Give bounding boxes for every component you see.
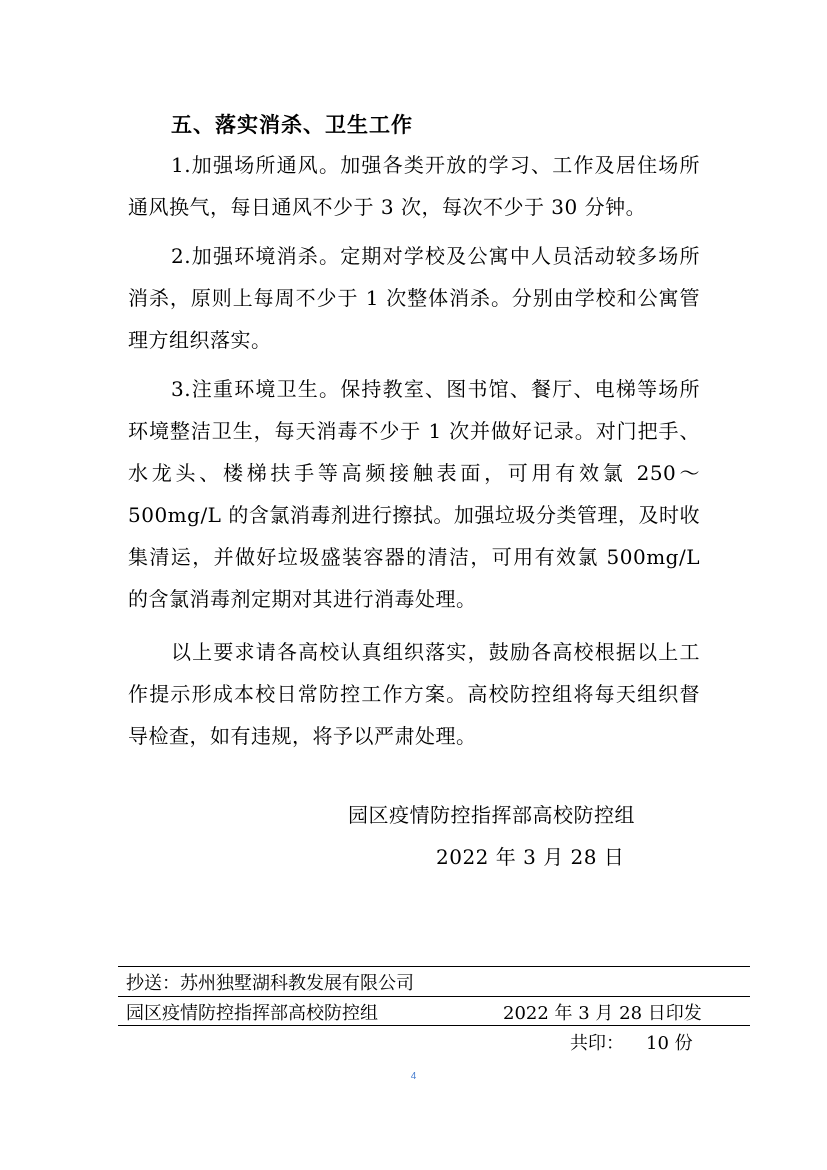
paragraph-disinfection: 2.加强环境消杀。定期对学校及公寓中人员活动较多场所消杀，原则上每周不少于 1 次整体消杀。分别由学校和公寓管理方组织落实。 bbox=[128, 244, 700, 352]
footer-divider-top bbox=[118, 966, 750, 967]
cc-line: 抄送：苏州独墅湖科教发展有限公司 bbox=[126, 973, 414, 994]
paragraph-ventilation: 1.加强场所通风。加强各类开放的学习、工作及居住场所通风换气，每日通风不少于 3 次，每次不少于 30 分钟。 bbox=[128, 153, 700, 219]
footer-divider-bottom bbox=[118, 1025, 750, 1026]
signature-organization: 园区疫情防控指挥部高校防控组 bbox=[348, 803, 635, 827]
copies-label: 共印： bbox=[570, 1033, 624, 1054]
copies-count bbox=[570, 1029, 693, 1055]
paragraph-hygiene: 3.注重环境卫生。保持教室、图书馆、餐厅、电梯等场所环境整洁卫生，每天消毒不少于 1 次并做好记录。对门把手、水龙头、楼梯扶手等高频接触表面，可用有效氯 250～500mg/L 的含氯消毒剂进行擦拭。加强垃圾分类管理，及时收集清运，并做好垃圾盛装容器的清洁，可用有效氯 500mg/L 的含氯消毒剂定期对其进行消毒处理。 bbox=[128, 377, 700, 611]
signature-date: 2022 年 3 月 28 日 bbox=[436, 845, 625, 869]
section-heading: 五、落实消杀、卫生工作 bbox=[171, 112, 413, 137]
issuer: 园区疫情防控指挥部高校防控组 bbox=[126, 1003, 378, 1024]
footer-divider-middle bbox=[118, 996, 750, 997]
copies-value: 10 份 bbox=[646, 1033, 693, 1054]
page-number: 4 bbox=[410, 1071, 417, 1082]
issue-date: 2022 年 3 月 28 日印发 bbox=[503, 1003, 702, 1024]
paragraph-requirements: 以上要求请各高校认真组织落实，鼓励各高校根据以上工作提示形成本校日常防控工作方案。高校防控组将每天组织督导检查，如有违规，将予以严肃处理。 bbox=[128, 640, 700, 748]
